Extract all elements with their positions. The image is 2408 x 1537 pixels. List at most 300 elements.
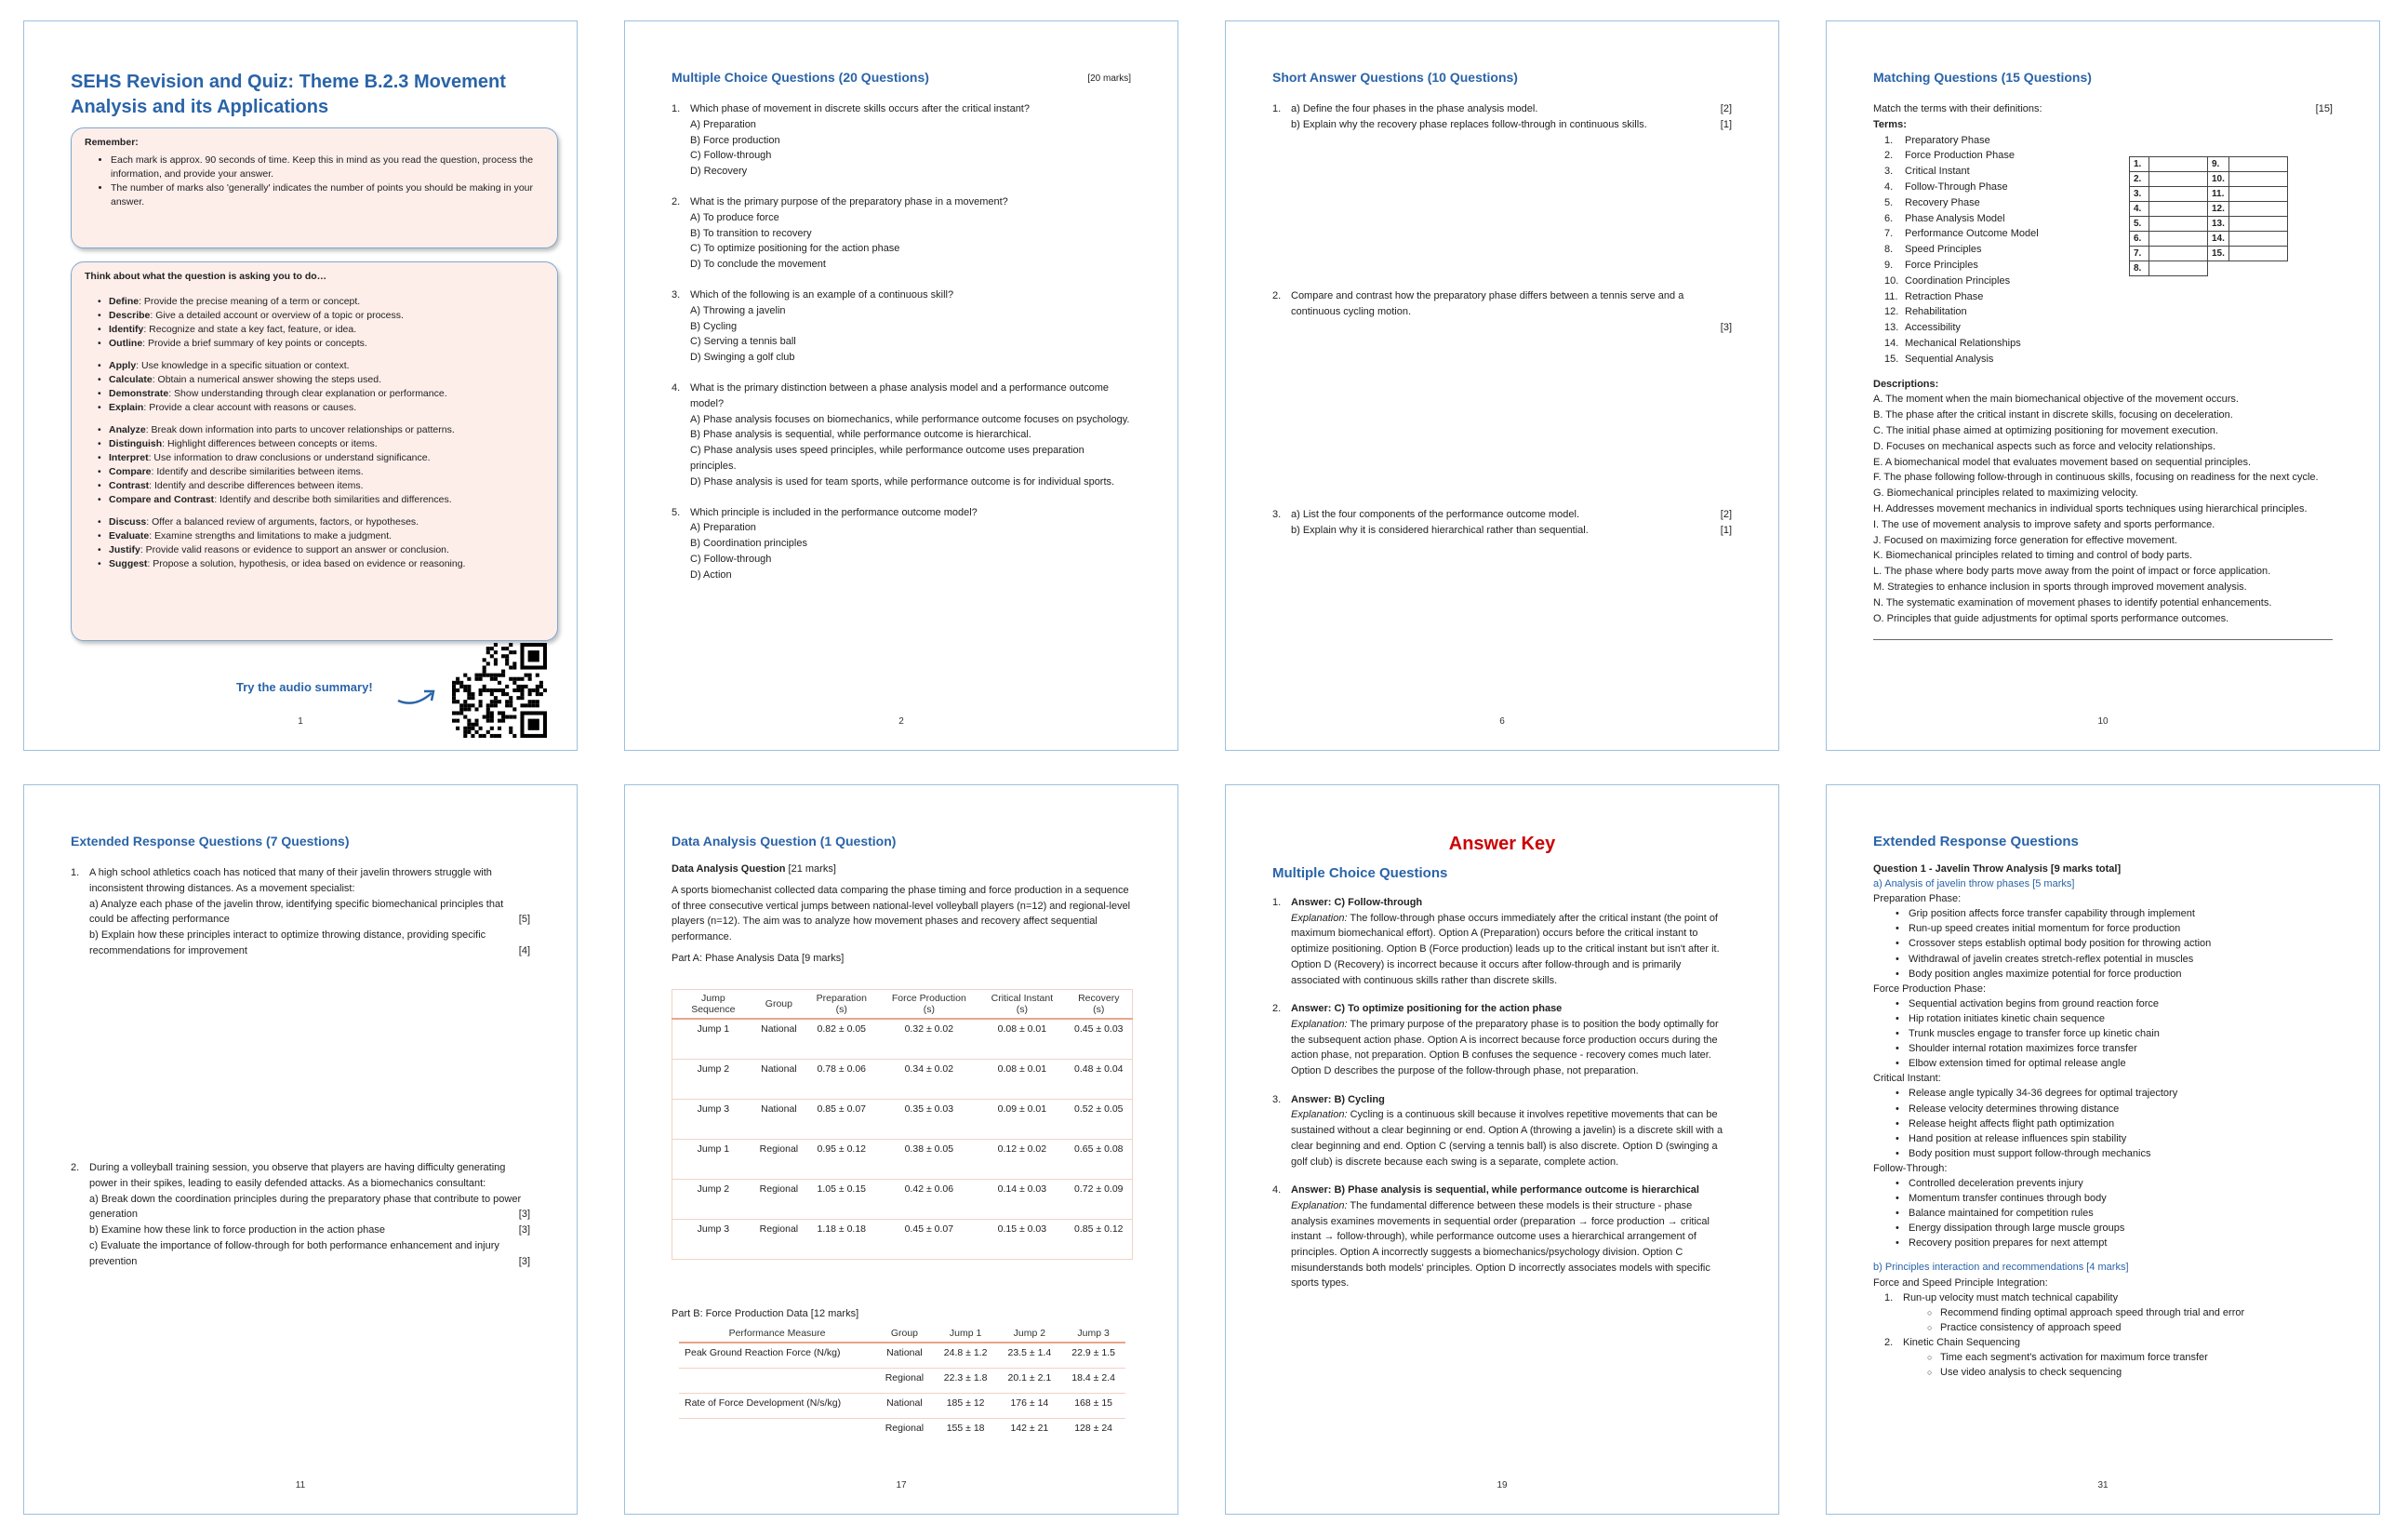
explanation-label: Explanation: [1291, 1018, 1348, 1030]
command-term-item [85, 337, 544, 351]
question-text: What is the primary distinction between a phase analysis model and a performance outcome model? [690, 381, 1110, 409]
term-item [1873, 320, 2333, 336]
question-text: Which of the following is an example of a continuous skill? [690, 288, 954, 301]
description-item: I. The use of movement analysis to improve safety and sports performance. [1873, 518, 2215, 530]
term-text: Coordination Principles [1905, 274, 2011, 287]
q1a-marks: [2] [1720, 103, 1732, 114]
table-cell: Jump 1 [672, 1140, 754, 1180]
table-cell: 24.8 ± 1.2 [934, 1343, 998, 1369]
table-cell: 0.45 ± 0.03 [1066, 1019, 1133, 1060]
q1-intro: A high school athletics coach has noticed that many of their javelin throwers struggle with inconsistent throwing distances. As a movement specialist: [89, 867, 492, 894]
recommendation-item [1873, 1335, 2333, 1350]
answer-grid-row[interactable] [2130, 187, 2288, 202]
command-term-item [85, 529, 544, 543]
term-text: Phase Analysis Model [1905, 212, 2005, 224]
command-term-item [85, 423, 544, 437]
column-header: Performance Measure [679, 1325, 875, 1343]
question-number: 5. [672, 506, 681, 518]
description-item: K. Biomechanical principles related to timing and control of body parts. [1873, 550, 2193, 562]
command-term: Analyze [109, 424, 146, 435]
table-row [672, 1060, 1133, 1100]
command-term: Contrast [109, 480, 150, 491]
table-cell: Jump 1 [672, 1019, 754, 1060]
command-term-item [85, 465, 544, 479]
table-cell: 20.1 ± 2.1 [997, 1369, 1061, 1394]
table-cell: 0.78 ± 0.06 [804, 1060, 879, 1100]
grid-number: 14. [2208, 232, 2229, 247]
term-number: 5. [1884, 196, 1894, 208]
recommendation-sub-point: ○ Recommend finding optimal approach speed through trial and error [1873, 1305, 2333, 1320]
term-text: Speed Principles [1905, 244, 1982, 256]
table-cell: 0.95 ± 0.12 [804, 1140, 879, 1180]
command-term-definition: : Identify and describe similarities between items. [151, 466, 364, 477]
grid-answer-cell[interactable] [2149, 157, 2208, 172]
question-number: 4. [672, 381, 681, 394]
command-term-definition: : Highlight differences between concepts or items. [162, 438, 378, 449]
answer-option: B) Coordination principles [690, 538, 807, 550]
page-1 [23, 20, 578, 751]
table-header-row [679, 1325, 1125, 1343]
grid-answer-cell[interactable] [2149, 232, 2208, 247]
part-b-intro: Force and Speed Principle Integration: [1873, 1276, 2048, 1289]
command-term-item [85, 323, 544, 337]
table-cell: 0.72 ± 0.09 [1066, 1180, 1133, 1220]
explanation-text: The primary purpose of the preparatory phase is to position the body optimally for the subsequent action phase. Option A is incorrect because force production occurs during the action phase, not preparation. Option B confuses the sequence - recovery comes much later. Option D describes the purpose of the follow-through phase, not preparation. [1291, 1018, 1719, 1077]
table-cell [679, 1419, 875, 1444]
grid-answer-cell[interactable] [2228, 247, 2287, 261]
command-term: Explain [109, 402, 144, 413]
phase-point: • Grip position affects force transfer capability through implement [1873, 906, 2333, 921]
term-number: 1. [1884, 134, 1894, 146]
command-term-group [85, 359, 544, 415]
table-cell: 155 ± 18 [934, 1419, 998, 1444]
command-term-item [85, 493, 544, 507]
q2a-text: a) Break down the coordination principles during the preparatory phase that contribute to power generation [89, 1193, 522, 1221]
term-text: Accessibility [1905, 322, 1961, 334]
command-term: Define [109, 296, 140, 307]
description-item: B. The phase after the critical instant in discrete skills, focusing on deceleration. [1873, 409, 2233, 421]
recommendation-item [1873, 1290, 2333, 1305]
answer-grid[interactable] [2129, 156, 2288, 276]
phase-point: • Release height affects flight path optimization [1873, 1116, 2333, 1131]
question-text: Which phase of movement in discrete skills occurs after the critical instant? [690, 103, 1030, 114]
phase-heading: Critical Instant: [1873, 1073, 1941, 1085]
mcq-question [672, 194, 1131, 273]
grid-answer-cell[interactable] [2228, 157, 2287, 172]
document-title: SEHS Revision and Quiz: Theme B.2.3 Movement Analysis and its Applications [71, 72, 506, 117]
section-title: Multiple Choice Questions (20 Questions) [672, 70, 929, 85]
page-6 [624, 784, 1178, 1515]
answer-grid-row[interactable] [2130, 217, 2288, 232]
table-cell: 168 ± 15 [1061, 1394, 1125, 1419]
q3b-marks: [1] [1720, 524, 1732, 536]
description-item: M. Strategies to enhance inclusion in sports through improved movement analysis. [1873, 581, 2247, 593]
command-term-definition: : Recognize and state a key fact, feature, or idea. [143, 324, 357, 335]
command-term: Evaluate [109, 530, 150, 541]
description-item: O. Principles that guide adjustments for optimal sports performance outcomes. [1873, 612, 2229, 624]
command-term-definition: : Use knowledge in a specific situation or context. [136, 360, 350, 371]
page-number: 2 [898, 716, 904, 727]
section-title: Short Answer Questions (10 Questions) [1272, 70, 1518, 85]
table-header-row [672, 990, 1133, 1020]
term-item [1873, 289, 2333, 305]
grid-answer-cell[interactable] [2149, 247, 2208, 261]
grid-number: 10. [2208, 172, 2229, 187]
command-term-definition: : Identify and describe both similarities and differences. [214, 494, 452, 505]
table-cell: Regional [875, 1369, 934, 1394]
command-term-definition: : Break down information into parts to uncover relationships or patterns. [145, 424, 455, 435]
table-cell: 0.48 ± 0.04 [1066, 1060, 1133, 1100]
command-term: Interpret [109, 452, 149, 463]
answer-number: 2. [1272, 1003, 1282, 1015]
description-item: C. The initial phase aimed at optimizing positioning for movement execution. [1873, 424, 2218, 436]
question-number: 2. [672, 195, 681, 207]
part-b-heading: b) Principles interaction and recommendations [4 marks] [1873, 1262, 2129, 1274]
phase-point: • Recovery position prepares for next attempt [1873, 1236, 2333, 1250]
column-header: Jump 2 [997, 1325, 1061, 1343]
page-number: 10 [2097, 716, 2109, 727]
grid-answer-cell[interactable] [2228, 187, 2287, 202]
term-number: 7. [1884, 228, 1894, 240]
grid-number: 4. [2130, 202, 2149, 217]
table-cell: Jump 3 [672, 1100, 754, 1140]
column-header: Recovery (s) [1066, 990, 1133, 1020]
command-term-item [85, 437, 544, 451]
grid-number: 8. [2130, 261, 2149, 276]
q1a-text: a) Analyze each phase of the javelin throw, identifying specific biomechanical principles that could be affecting performance [89, 898, 504, 926]
grid-number: 9. [2208, 157, 2229, 172]
table-cell: 176 ± 14 [997, 1394, 1061, 1419]
terms-label: Terms: [1873, 118, 1907, 130]
description-item: J. Focused on maximizing force generation for effective movement. [1873, 534, 2177, 546]
grid-answer-cell[interactable] [2228, 217, 2287, 232]
page-number: 31 [2097, 1480, 2109, 1490]
table-cell: 1.05 ± 0.15 [804, 1180, 879, 1220]
explanation-label: Explanation: [1291, 912, 1348, 924]
description-item: F. The phase following follow-through in continuous skills, focusing on readiness for the next cycle. [1873, 472, 2319, 484]
table-cell: 128 ± 24 [1061, 1419, 1125, 1444]
command-term-item [85, 557, 544, 571]
grid-number: 1. [2130, 157, 2149, 172]
command-term-item [85, 309, 544, 323]
q1b-text: b) Explain why the recovery phase replaces follow-through in continuous skills. [1291, 118, 1647, 130]
remember-item: • Each mark is approx. 90 seconds of time. Keep this in mind as you read the question, process the information, and provide your answer. [111, 154, 544, 181]
phase-point: • Hand position at release influences spin stability [1873, 1131, 2333, 1146]
javelin-answer [1873, 862, 2333, 1380]
answer-option: C) Follow-through [690, 553, 772, 565]
term-text: Rehabilitation [1905, 306, 1967, 318]
explanation-label: Explanation: [1291, 1109, 1348, 1121]
grid-number: 13. [2208, 217, 2229, 232]
command-term-item [85, 373, 544, 387]
table-cell: 23.5 ± 1.4 [997, 1343, 1061, 1369]
table-cell: 0.34 ± 0.02 [879, 1060, 978, 1100]
page-number: 1 [298, 716, 303, 727]
short-answer-q3: 3. a) List the four components of the performance outcome model. [2] b) Explain why it is considered hierarchical rather than sequential. [1] [1272, 507, 1732, 539]
recommendation-text: Kinetic Chain Sequencing [1903, 1336, 2020, 1348]
question-body [690, 194, 1131, 273]
answer-grid-row[interactable] [2130, 172, 2288, 187]
answer-option: B) Force production [690, 134, 780, 146]
term-number: 3. [1884, 166, 1894, 178]
phase-heading: Follow-Through: [1873, 1162, 1948, 1174]
table-cell: 0.38 ± 0.05 [879, 1140, 978, 1180]
term-number: 6. [1884, 212, 1894, 224]
grid-number: 12. [2208, 202, 2229, 217]
command-term-definition: : Offer a balanced review of arguments, factors, or hypotheses. [146, 516, 419, 528]
short-answer-q2: 2. Compare and contrast how the preparatory phase differs between a tennis serve and a continuous cycling motion. [3] [1272, 288, 1732, 335]
column-header: Jump 3 [1061, 1325, 1125, 1343]
part-a-label: Part A: Phase Analysis Data [9 marks] [672, 952, 845, 964]
table-cell: National [754, 1100, 804, 1140]
page-8 [1826, 784, 2380, 1515]
extended-q2: 2. During a volleyball training session, you observe that players are having difficulty generating power in their spikes, leading to easily defended attacks. As a biomechanics consultant: a) Break down the coordination principles during the preparatory phase that contribute to power generation [3] b) Examine how these link to force production in the action phase [3] c) Evaluate the importance of follow-through for both performance enhancement and injury prevention [3] [71, 1160, 530, 1270]
data-analysis-marks: [21 marks] [785, 863, 836, 875]
page-number: 17 [896, 1480, 907, 1490]
command-term: Justify [109, 544, 140, 555]
phase-point: • Withdrawal of javelin creates stretch-reflex potential in muscles [1873, 952, 2333, 967]
command-terms-box [71, 261, 558, 641]
command-term: Compare and Contrast [109, 494, 215, 505]
mcq-question [672, 381, 1131, 490]
short-answer-q1: 1. a) Define the four phases in the phase analysis model. [2] b) Explain why the recovery phase replaces follow-through in continuous skills. [1] [1272, 101, 1732, 133]
term-text: Recovery Phase [1905, 196, 1980, 208]
phase-point: • Sequential activation begins from ground reaction force [1873, 996, 2333, 1011]
table-cell: 1.18 ± 0.18 [804, 1220, 879, 1260]
answer-option: C) Serving a tennis ball [690, 336, 796, 348]
explanation-text: The follow-through phase occurs immediately after the critical instant (the point of maximum biomechanical effort). Option A (Preparation) occurs before the critical instant to optimize positioning. Option B (Force production) leads up to the critical instant but isn't after it. Option D (Recovery) is incorrect because it occurs after follow-through and is primarily associated with continuous skills rather than discrete skills. [1291, 912, 1720, 986]
answer-item [1272, 1092, 1732, 1170]
table-cell: Jump 3 [672, 1220, 754, 1260]
column-header: Critical Instant (s) [978, 990, 1065, 1020]
grid-number: 5. [2130, 217, 2149, 232]
page-3 [1225, 20, 1779, 751]
table-cell: 0.82 ± 0.05 [804, 1019, 879, 1060]
q2-text: Compare and contrast how the preparatory phase differs between a tennis serve and a continuous cycling motion. [1291, 290, 1684, 317]
phase-point: • Body position angles maximize potential for force production [1873, 967, 2333, 982]
term-number: 8. [1884, 244, 1894, 256]
table-row [679, 1419, 1125, 1444]
answer-explanation [1291, 911, 1732, 989]
phase-heading: Preparation Phase: [1873, 893, 1962, 905]
command-term-definition: : Show understanding through clear explanation or performance. [168, 388, 447, 399]
answer-grid-row[interactable] [2130, 202, 2288, 217]
grid-number: 15. [2208, 247, 2229, 261]
recommendation-number: 1. [1884, 1291, 1894, 1303]
term-number: 10. [1884, 274, 1899, 287]
phase-point: • Release angle typically 34-36 degrees for optimal trajectory [1873, 1086, 2333, 1101]
matching-intro: Match the terms with their definitions: [1873, 103, 2042, 114]
table-cell: 22.3 ± 1.8 [934, 1369, 998, 1394]
command-term-definition: : Use information to draw conclusions or understand significance. [148, 452, 431, 463]
grid-answer-cell[interactable] [2228, 202, 2287, 217]
command-term-group [85, 295, 544, 351]
table-row [672, 1019, 1133, 1060]
command-term-group [85, 515, 544, 571]
page-7 [1225, 784, 1779, 1515]
answer-key-subtitle: Multiple Choice Questions [1272, 865, 1448, 881]
command-term: Compare [109, 466, 152, 477]
description-item: G. Biomechanical principles related to maximizing velocity. [1873, 488, 2138, 500]
phase-point: • Elbow extension timed for optimal release angle [1873, 1056, 2333, 1071]
answer-body [1291, 1001, 1732, 1079]
table-row [679, 1394, 1125, 1419]
mcq-list [672, 101, 1131, 598]
command-term-item [85, 295, 544, 309]
answer-number: 3. [1272, 1093, 1282, 1105]
table-cell: 0.32 ± 0.02 [879, 1019, 978, 1060]
table-cell: Regional [754, 1220, 804, 1260]
audio-summary-link[interactable]: Try the audio summary! [236, 680, 373, 694]
q2a-marks: [3] [518, 1209, 530, 1221]
section-title: Extended Response Questions [1873, 834, 2079, 849]
answer-number: 1. [1272, 897, 1282, 908]
explanation-text: The fundamental difference between these models is their structure - phase analysis examines movements in sequential order (preparation → force production → critical instant → follow-through), while performance outcome uses a hierarchical arrangement of principles. Option A incorrectly suggests a biomechanics/psychology division. Option C misunderstands both models' principles. Option D incorrectly associates models with specific sports types. [1291, 1199, 1710, 1290]
phase-point: • Hip rotation initiates kinetic chain sequence [1873, 1011, 2333, 1026]
answer-body [1291, 1183, 1732, 1291]
table-cell: 0.12 ± 0.02 [978, 1140, 1065, 1180]
answer-option: C) Follow-through [690, 150, 772, 162]
part-b-label: Part B: Force Production Data [12 marks] [672, 1308, 859, 1319]
q1a-text: a) Define the four phases in the phase analysis model. [1291, 103, 1538, 114]
grid-answer-cell[interactable] [2228, 172, 2287, 187]
grid-number: 3. [2130, 187, 2149, 202]
grid-answer-cell[interactable] [2149, 172, 2208, 187]
grid-answer-cell[interactable] [2228, 232, 2287, 247]
term-number: 9. [1884, 259, 1894, 271]
phase-point: • Trunk muscles engage to transfer force up kinetic chain [1873, 1026, 2333, 1041]
grid-answer-cell[interactable] [2149, 217, 2208, 232]
term-text: Critical Instant [1905, 166, 1970, 178]
table-cell: 0.15 ± 0.03 [978, 1220, 1065, 1260]
phase-point: • Energy dissipation through large muscle groups [1873, 1221, 2333, 1236]
page-number: 6 [1499, 716, 1505, 727]
q3b-text: b) Explain why it is considered hierarchical rather than sequential. [1291, 524, 1589, 536]
table-cell: National [754, 1019, 804, 1060]
table-cell: Regional [754, 1180, 804, 1220]
question-body [690, 381, 1131, 490]
term-number: 13. [1884, 322, 1899, 334]
question-text: Which principle is included in the performance outcome model? [690, 506, 978, 518]
answer-grid-row[interactable] [2130, 261, 2288, 276]
command-term: Apply [109, 360, 137, 371]
page-number: 19 [1497, 1480, 1508, 1490]
term-text: Sequential Analysis [1905, 353, 1994, 365]
question-body [690, 287, 1131, 366]
command-term-item [85, 359, 544, 373]
q2-marks: [3] [1720, 321, 1732, 333]
answer-grid-row[interactable] [2130, 232, 2288, 247]
descriptions-list [1873, 392, 2333, 626]
remember-list [85, 154, 544, 209]
recommendation-list [1873, 1290, 2333, 1381]
term-number: 15. [1884, 353, 1899, 365]
table-cell: 0.08 ± 0.01 [978, 1060, 1065, 1100]
answer-text: Answer: C) To optimize positioning for the action phase [1291, 1003, 1563, 1015]
recommendation-sub-point: ○ Practice consistency of approach speed [1873, 1320, 2333, 1335]
q2c-text: c) Evaluate the importance of follow-through for both performance enhancement and injury prevention [89, 1239, 499, 1267]
table-cell: Regional [754, 1140, 804, 1180]
mcq-question [672, 505, 1131, 583]
question-body [690, 505, 1131, 583]
remember-title: Remember: [85, 137, 139, 148]
q3a-marks: [2] [1720, 509, 1732, 520]
explanation-text: Cycling is a continuous skill because it involves repetitive movements that can be sustained without a clear beginning or end. Option A (throwing a javelin) is a discrete skill with a clear beginning and end. Option C (serving a tennis ball) is also discrete. Option D (swinging a golf club) is discrete because each swing is a separate, complete action. [1291, 1109, 1723, 1168]
table-cell: 0.42 ± 0.06 [879, 1180, 978, 1220]
term-item [1873, 336, 2333, 352]
question-heading: Question 1 - Javelin Throw Analysis [9 marks total] [1873, 863, 2122, 875]
answer-option: B) Phase analysis is sequential, while performance outcome is hierarchical. [690, 429, 1031, 441]
curved-arrow-icon [394, 684, 439, 706]
term-number: 14. [1884, 337, 1899, 349]
q1b-marks: [1] [1720, 118, 1732, 130]
page-number: 11 [295, 1480, 306, 1490]
term-text: Performance Outcome Model [1905, 228, 2039, 240]
answer-option: A) Preparation [690, 522, 756, 534]
command-term-item [85, 387, 544, 401]
command-term-definition: : Give a detailed account or overview of a topic or process. [150, 310, 404, 321]
phase-point: • Body position must support follow-through mechanics [1873, 1146, 2333, 1161]
command-term-definition: : Provide a clear account with reasons or causes. [143, 402, 357, 413]
term-text: Follow-Through Phase [1905, 180, 2008, 193]
answer-body [1291, 895, 1732, 988]
table-cell: Regional [875, 1419, 934, 1444]
column-header: Group [754, 990, 804, 1020]
table-cell: 0.09 ± 0.01 [978, 1100, 1065, 1140]
remember-item: • The number of marks also 'generally' indicates the number of points you should be making in your answer. [111, 181, 544, 209]
q3a-text: a) List the four components of the performance outcome model. [1291, 509, 1579, 520]
recommendation-number: 2. [1884, 1336, 1894, 1348]
command-term-item [85, 401, 544, 415]
command-term-definition: : Propose a solution, hypothesis, or idea based on evidence or reasoning. [147, 558, 466, 569]
question-number: 3. [672, 288, 681, 301]
remember-box [71, 127, 558, 248]
command-term-definition: : Obtain a numerical answer showing the steps used. [152, 374, 381, 385]
answer-option: C) Phase analysis uses speed principles, while performance outcome uses preparation principles. [690, 445, 1084, 472]
grid-answer-cell[interactable] [2149, 187, 2208, 202]
answer-grid-row[interactable] [2130, 247, 2288, 261]
grid-number: 6. [2130, 232, 2149, 247]
table-cell: 0.52 ± 0.05 [1066, 1100, 1133, 1140]
recommendation-sub-point: ○ Use video analysis to check sequencing [1873, 1365, 2333, 1380]
page-2 [624, 20, 1178, 751]
q1b-text: b) Explain how these principles interact to optimize throwing distance, providing specific recommendations for improvement [89, 929, 486, 956]
answer-option: A) Throwing a javelin [690, 304, 786, 316]
answer-option: D) Swinging a golf club [690, 352, 795, 364]
phase-point: • Run-up speed creates initial momentum for force production [1873, 921, 2333, 936]
command-term-definition: : Identify and describe differences between items. [149, 480, 364, 491]
answer-grid-row[interactable] [2130, 157, 2288, 172]
term-text: Force Production Phase [1905, 150, 2016, 162]
command-term-definition: : Provide valid reasons or evidence to support an answer or conclusion. [140, 544, 449, 555]
description-item: A. The moment when the main biomechanical objective of the movement occurs. [1873, 394, 2239, 406]
term-number: 12. [1884, 306, 1899, 318]
table-row [672, 1100, 1133, 1140]
table-cell: National [875, 1343, 934, 1369]
table-cell: 0.85 ± 0.12 [1066, 1220, 1133, 1260]
term-text: Force Principles [1905, 259, 1978, 271]
table-cell: Jump 2 [672, 1180, 754, 1220]
answer-option: A) Phase analysis focuses on biomechanics, while performance outcome focuses on psychology. [690, 413, 1130, 425]
grid-answer-cell[interactable] [2149, 202, 2208, 217]
command-term-item [85, 543, 544, 557]
table-cell: National [754, 1060, 804, 1100]
grid-answer-cell[interactable] [2149, 261, 2208, 276]
table-row [679, 1369, 1125, 1394]
term-item [1873, 352, 2333, 368]
question-text: What is the primary purpose of the preparatory phase in a movement? [690, 195, 1008, 207]
table-cell: 0.85 ± 0.07 [804, 1100, 879, 1140]
